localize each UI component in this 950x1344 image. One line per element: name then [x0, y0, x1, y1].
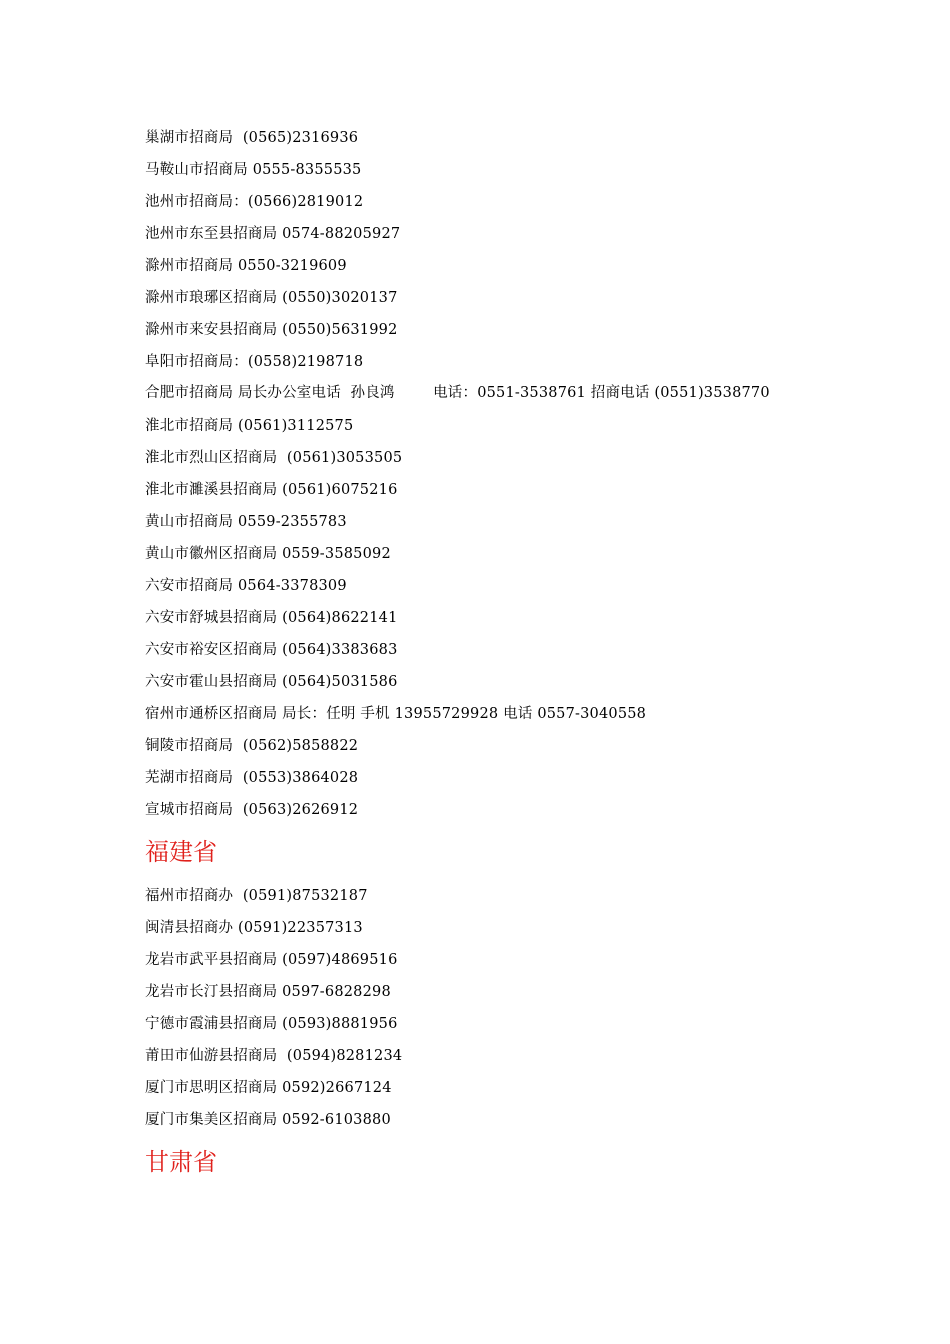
list-item: 福州市招商办 (0591)87532187	[145, 888, 368, 904]
list-item-hefei: 合肥市招商局 局长办公室电话 孙良鸿 电话：0551-3538761 招商电话 (0551)3538770	[145, 385, 770, 401]
list-item: 黄山市招商局 0559-2355783	[145, 514, 347, 530]
anhui-list	[145, 122, 810, 826]
list-item: 宣城市招商局 (0563)2626912	[145, 802, 359, 818]
list-item: 厦门市思明区招商局 0592)2667124	[145, 1080, 392, 1096]
list-item: 淮北市招商局 (0561)3112575	[145, 418, 354, 434]
list-item: 淮北市烈山区招商局 (0561)3053505	[145, 450, 403, 466]
list-item: 六安市霍山县招商局 (0564)5031586	[145, 674, 398, 690]
list-item: 马鞍山市招商局 0555-8355535	[145, 162, 362, 178]
section-heading-fujian: 福建省	[145, 838, 217, 866]
list-item: 滁州市琅琊区招商局 (0550)3020137	[145, 290, 398, 306]
list-item: 铜陵市招商局 (0562)5858822	[145, 738, 359, 754]
list-item: 厦门市集美区招商局 0592-6103880	[145, 1112, 391, 1128]
list-item: 闽清县招商办 (0591)22357313	[145, 920, 363, 936]
fujian-list	[145, 880, 810, 1136]
list-item: 六安市舒城县招商局 (0564)8622141	[145, 610, 398, 626]
list-item: 池州市招商局：(0566)2819012	[145, 194, 364, 210]
list-item: 淮北市濉溪县招商局 (0561)6075216	[145, 482, 398, 498]
section-heading-gansu: 甘肃省	[145, 1148, 217, 1176]
list-item: 滁州市招商局 0550-3219609	[145, 258, 347, 274]
list-item: 六安市招商局 0564-3378309	[145, 578, 347, 594]
list-item: 黄山市徽州区招商局 0559-3585092	[145, 546, 391, 562]
list-item: 龙岩市武平县招商局 (0597)4869516	[145, 952, 398, 968]
document-page	[145, 122, 810, 1190]
list-item: 阜阳市招商局：(0558)2198718	[145, 354, 364, 370]
list-item: 宿州市通桥区招商局 局长：任明 手机 13955729928 电话 0557-3040558	[145, 706, 647, 722]
list-item: 芜湖市招商局 (0553)3864028	[145, 770, 359, 786]
list-item: 六安市裕安区招商局 (0564)3383683	[145, 642, 398, 658]
list-item: 宁德市霞浦县招商局 (0593)8881956	[145, 1016, 398, 1032]
list-item: 龙岩市长汀县招商局 0597-6828298	[145, 984, 391, 1000]
list-item: 莆田市仙游县招商局 (0594)8281234	[145, 1048, 403, 1064]
list-item: 池州市东至县招商局 0574-88205927	[145, 226, 401, 242]
list-item: 巢湖市招商局 (0565)2316936	[145, 130, 359, 146]
list-item: 滁州市来安县招商局 (0550)5631992	[145, 322, 398, 338]
